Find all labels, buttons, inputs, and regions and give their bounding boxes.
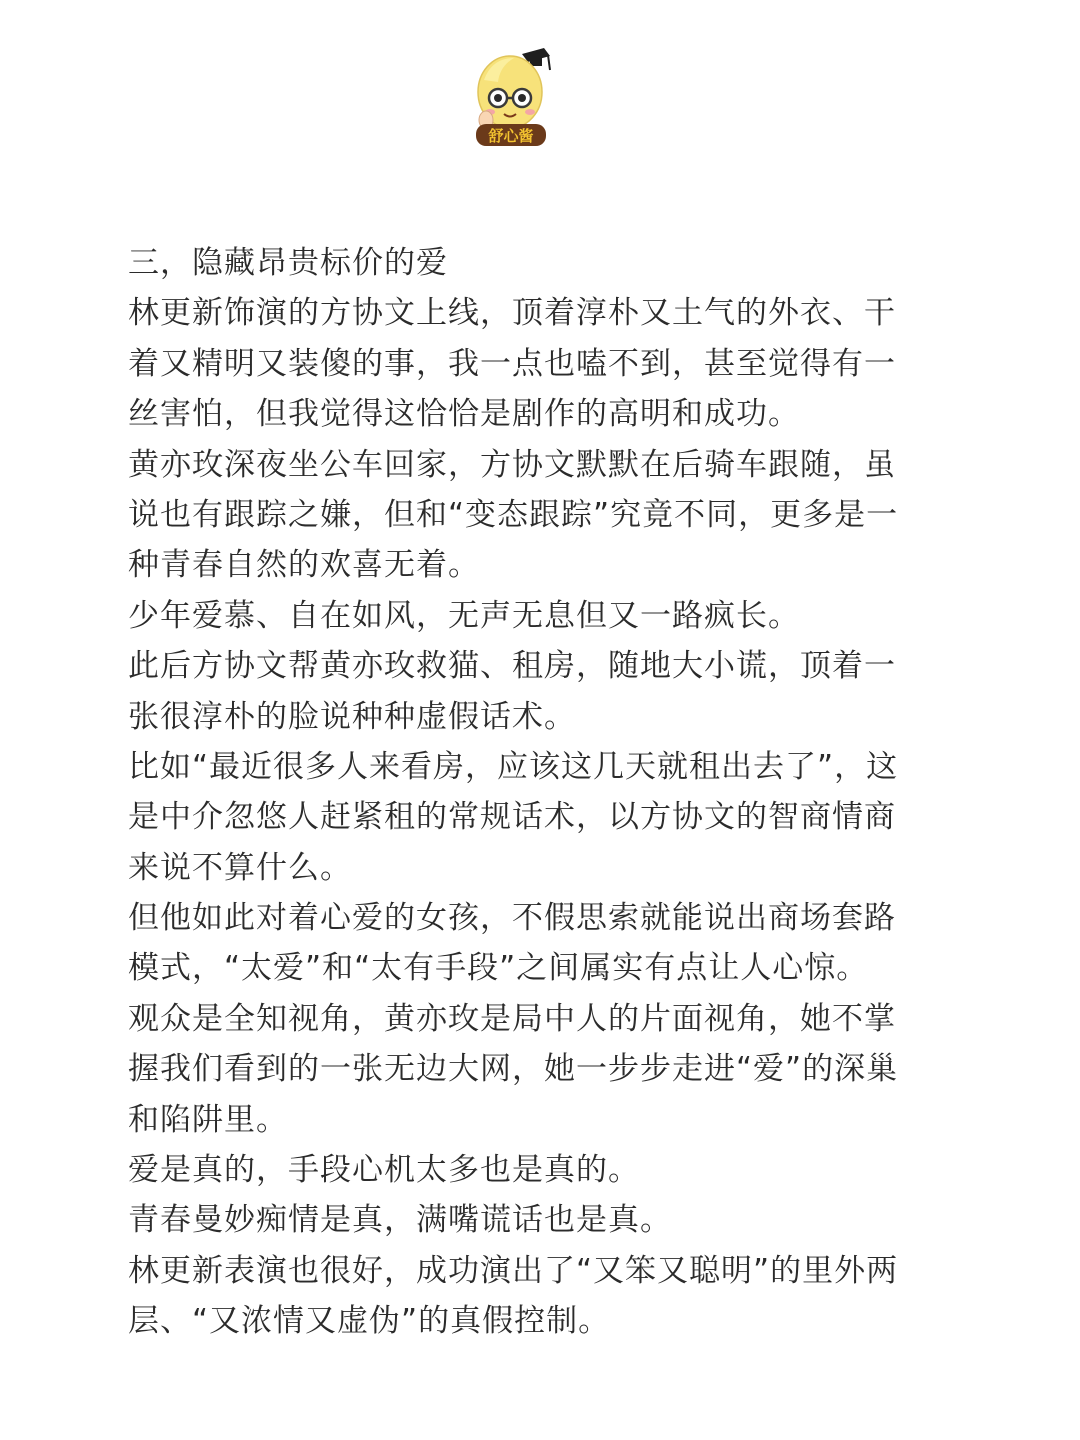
- text-line: 黄亦玫深夜坐公车回家，方协文默默在后骑车跟随，虽: [128, 446, 896, 483]
- text-line: 握我们看到的一张无边大网，她一步步走进“爱”的深巢: [128, 1051, 899, 1088]
- text-line: 着又精明又装傻的事，我一点也嗑不到，甚至觉得有一: [128, 345, 896, 382]
- text-line: 青春曼妙痴情是真，满嘴谎话也是真。: [128, 1202, 672, 1239]
- text-line: 说也有跟踪之嫌，但和“变态跟踪”究竟不同，更多是一: [128, 496, 899, 533]
- article-body: [128, 238, 938, 1347]
- text-line: 是中介忽悠人赶紧租的常规话术，以方协文的智商情商: [128, 799, 896, 836]
- text-line: 丝害怕，但我觉得这恰恰是剧作的高明和成功。: [128, 396, 800, 433]
- text-line: 林更新饰演的方协文上线，顶着淳朴又土气的外衣、干: [128, 295, 896, 332]
- text-line: 爱是真的，手段心机太多也是真的。: [128, 1152, 640, 1189]
- text-line: 比如“最近很多人来看房，应该这几天就租出去了”，这: [128, 748, 899, 785]
- text-line: 观众是全知视角，黄亦玫是局中人的片面视角，她不掌: [128, 1000, 896, 1037]
- text-line: 和陷阱里。: [128, 1101, 288, 1138]
- text-line: 种青春自然的欢喜无着。: [128, 547, 480, 584]
- text-line: 林更新表演也很好，成功演出了“又笨又聪明”的里外两: [128, 1252, 899, 1289]
- text-line: 此后方协文帮黄亦玫救猫、租房，随地大小谎，顶着一: [128, 648, 896, 685]
- section-heading: 三，隐藏昂贵标价的爱: [128, 245, 448, 281]
- text-line: 少年爱慕、自在如风，无声无息但又一路疯长。: [128, 597, 800, 634]
- brand-logo: [470, 40, 554, 150]
- logo-text: 舒心酱: [488, 127, 534, 145]
- text-line: 来说不算什么。: [128, 849, 352, 886]
- mascot-icon: [470, 40, 554, 150]
- text-line: 张很淳朴的脸说种种虚假话术。: [128, 698, 576, 735]
- text-line: 模式，“太爱”和“太有手段”之间属实有点让人心惊。: [128, 950, 869, 987]
- text-line: 层、“又浓情又虚伪”的真假控制。: [128, 1303, 611, 1340]
- text-line: 但他如此对着心爱的女孩，不假思索就能说出商场套路: [128, 900, 896, 937]
